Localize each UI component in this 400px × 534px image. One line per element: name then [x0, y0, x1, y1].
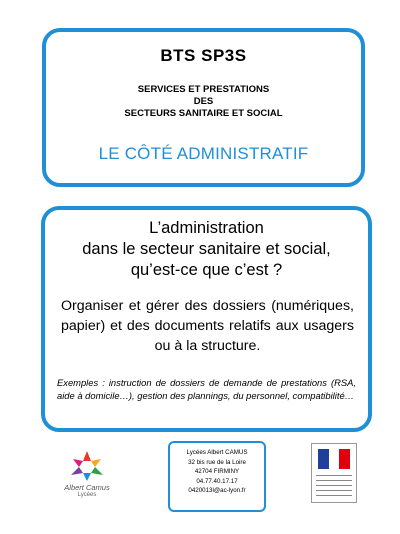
program-title: BTS SP3S — [160, 46, 247, 65]
logo-name: Albert Camus — [64, 483, 110, 492]
question-line-3: qu’est-ce que c’est ? — [130, 261, 283, 279]
address-line: 32 bis rue de la Loire — [188, 458, 246, 466]
star-logo-icon — [67, 449, 107, 483]
content-card — [41, 206, 372, 432]
phone-number: 04.77.40.17.17 — [196, 477, 238, 485]
question-line-1: L’administration — [149, 219, 264, 237]
address-line: 42704 FIRMINY — [194, 468, 240, 475]
description-text: Organiser et gérer des dossiers (numériques, papier) et des documents relatifs aux usagers ou à la structure. — [61, 298, 354, 354]
address-card — [168, 441, 266, 512]
program-subtitle-line-1: SERVICES ET PRESTATIONS — [137, 84, 270, 95]
question-line-2: dans le secteur sanitaire et social, — [82, 240, 331, 258]
examples-text: Exemples : instruction de dossiers de demande de prestations (RSA, aide à domicile…), gestion des plannings, du personnel, compatibilité… — [57, 377, 356, 401]
program-subtitle-line-3: SECTEURS SANITAIRE ET SOCIAL — [124, 108, 283, 119]
program-subtitle-line-2: DES — [193, 96, 214, 107]
logo-subtitle: Lycées — [77, 492, 97, 498]
ministry-logo — [311, 443, 357, 503]
albert-camus-logo — [58, 449, 116, 513]
address-line: Lycées Albert CAMUS — [186, 449, 248, 456]
email-address[interactable]: 0420013l@ac-lyon.fr — [188, 487, 246, 494]
french-flag-icon — [318, 449, 350, 469]
header-card — [42, 28, 365, 187]
section-headline: LE CÔTÉ ADMINISTRATIF — [98, 144, 309, 163]
